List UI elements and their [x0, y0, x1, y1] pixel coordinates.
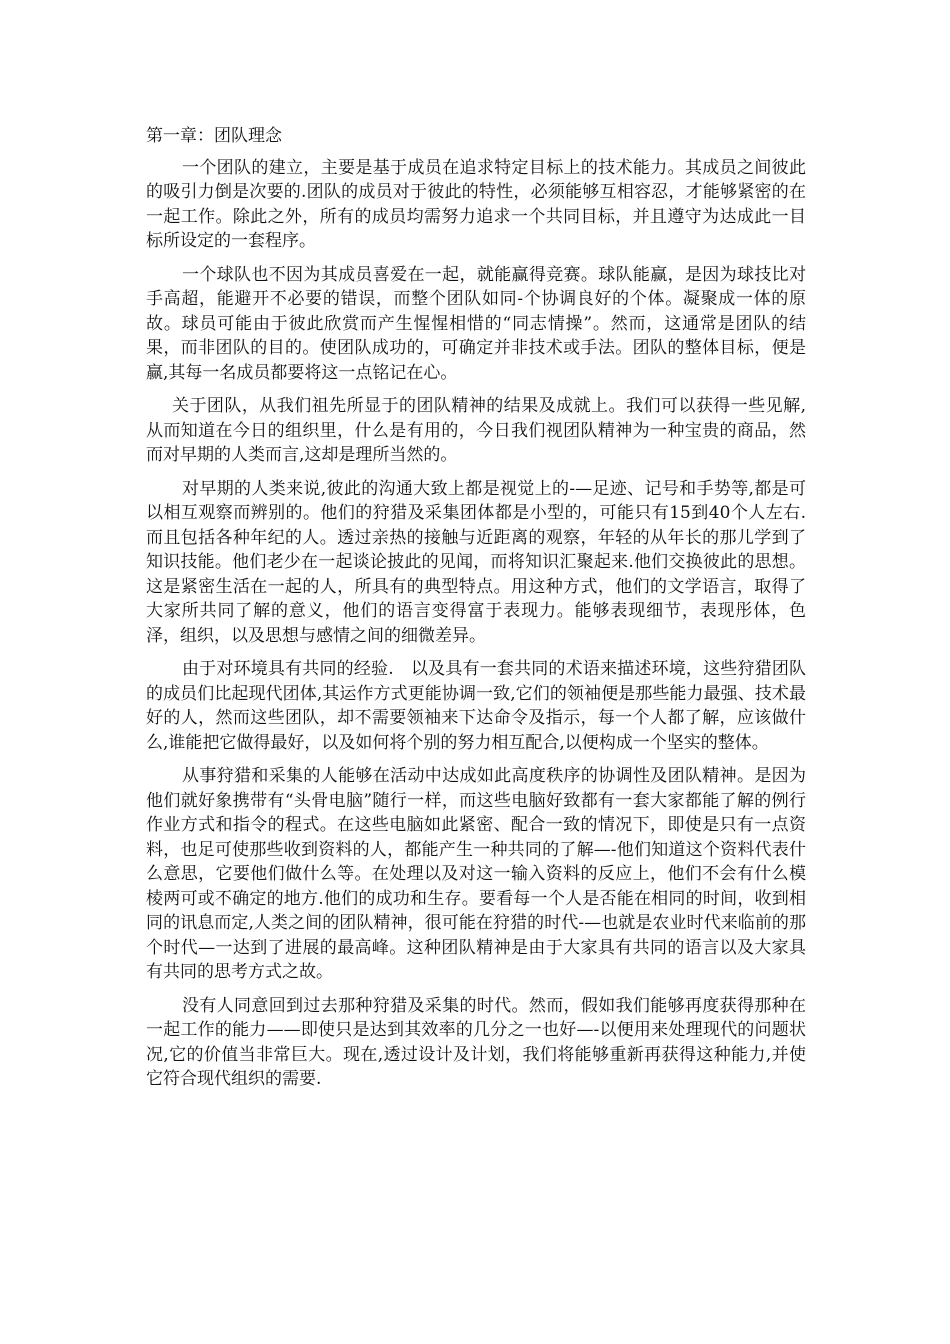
paragraph-ancestors: 关于团队，从我们祖先所显于的团队精神的结果及成就上。我们可以获得一些见解,从而知道在今日的组织里，什么是有用的，今日我们视团队精神为一种宝贵的商品，然而对早期的人类而言,这却是理所当然的。	[146, 396, 806, 465]
paragraph-team-definition: 一个团队的建立，主要是基于成员在追求特定目标上的技术能力。其成员之间彼此的吸引力倒是次要的.团队的成员对于彼此的特性，必须能够互相容忍，才能够紧密的在一起工作。除此之外，所有的成员均需努力追求一个共同目标，并且遵守为达成此一目标所设定的一套程序。	[146, 157, 806, 251]
chapter-title: 第一章：团队理念	[146, 126, 282, 146]
paragraph-early-humans: 对早期的人类来说,彼此的沟通大致上都是视觉上的-—足迹、记号和手势等,都是可以相互观察而辨别的。他们的狩猎及采集团体都是小型的，可能只有15到40个人左右. 而且包括各种年纪的人。透过亲热的接触与近距离的观察，年轻的从年长的那儿学到了知识技能。他们老少在一起谈论披此的见闻，而将知识汇聚起来.他们交换彼此的思想。这是紧密生活在一起的人，所具有的典型特点。用这种方式，他们的文学语言，取得了大家所共同了解的意义，他们的语言变得富于表现力。能够表现细节，表现彤体，色泽，组织，以及思想与感情之间的细微差异。	[146, 478, 806, 646]
paragraph-sports-team: 一个球队也不因为其成员喜爱在一起，就能赢得竞赛。球队能赢，是因为球技比对手高超，能避开不必要的错误，而整个团队如同-个协调良好的个体。凝聚成一体的原故。球员可能由于彼此欣赏而产生惺惺相惜的“同志情操”。然而，这通常是团队的结果，而非团队的目的。使团队成功的，可确定并非技术或手法。团队的整体目标，便是赢,其每一名成员都要将这一点铭记在心。	[146, 264, 806, 383]
paragraph-modern-organizations: 没有人同意回到过去那种狩猎及采集的时代。然而，假如我们能够再度获得那种在一起工作的能力——即使只是达到其效率的几分之一也好—-以便用来处理现代的问题状况,它的价值当非常巨大。现在,透过设计及计划，我们将能够重新再获得这种能力,并使它符合现代组织的需要.	[146, 995, 806, 1089]
paragraph-shared-experience: 由于对环境具有共同的经验. 以及具有一套共同的术语来描述环境，这些狩猎团队的成员们比起现代团体,其运作方式更能协调一致,它们的领袖便是那些能力最强、技术最好的人，然而这些团队，却不需要领袖来下达命令及指示，每一个人都了解，应该做什么,谁能把它做得最好，以及如何将个别的努力相互配合,以便构成一个坚实的整体。	[146, 659, 806, 753]
paragraph-hunter-gatherers: 从事狩猎和采集的人能够在活动中达成如此高度秩序的协调性及团队精神。是因为他们就好象携带有“头骨电脑”随行一样，而这些电脑好致都有一套大家都能了解的例行作业方式和指令的程式。在这些电脑如此紧密、配合一致的情况下，即使是只有一点资料，也足可使那些收到资料的人，都能产生一种共同的了解—-他们知道这个资料代表什么意思，它要他们做什么等。在处理以及对这一输入资料的反应上，他们不会有什么模棱两可或不确定的地方.他们的成功和生存。要看每一个人是否能在相同的时间，收到相同的讯息而定,人类之间的团队精神，很可能在狩猎的时代-—也就是农业时代来临前的那个时代—一达到了进展的最高峰。这种团队精神是由于大家具有共同的语言以及大家具有共同的思考方式之故。	[146, 766, 806, 982]
document-body	[146, 124, 806, 1101]
